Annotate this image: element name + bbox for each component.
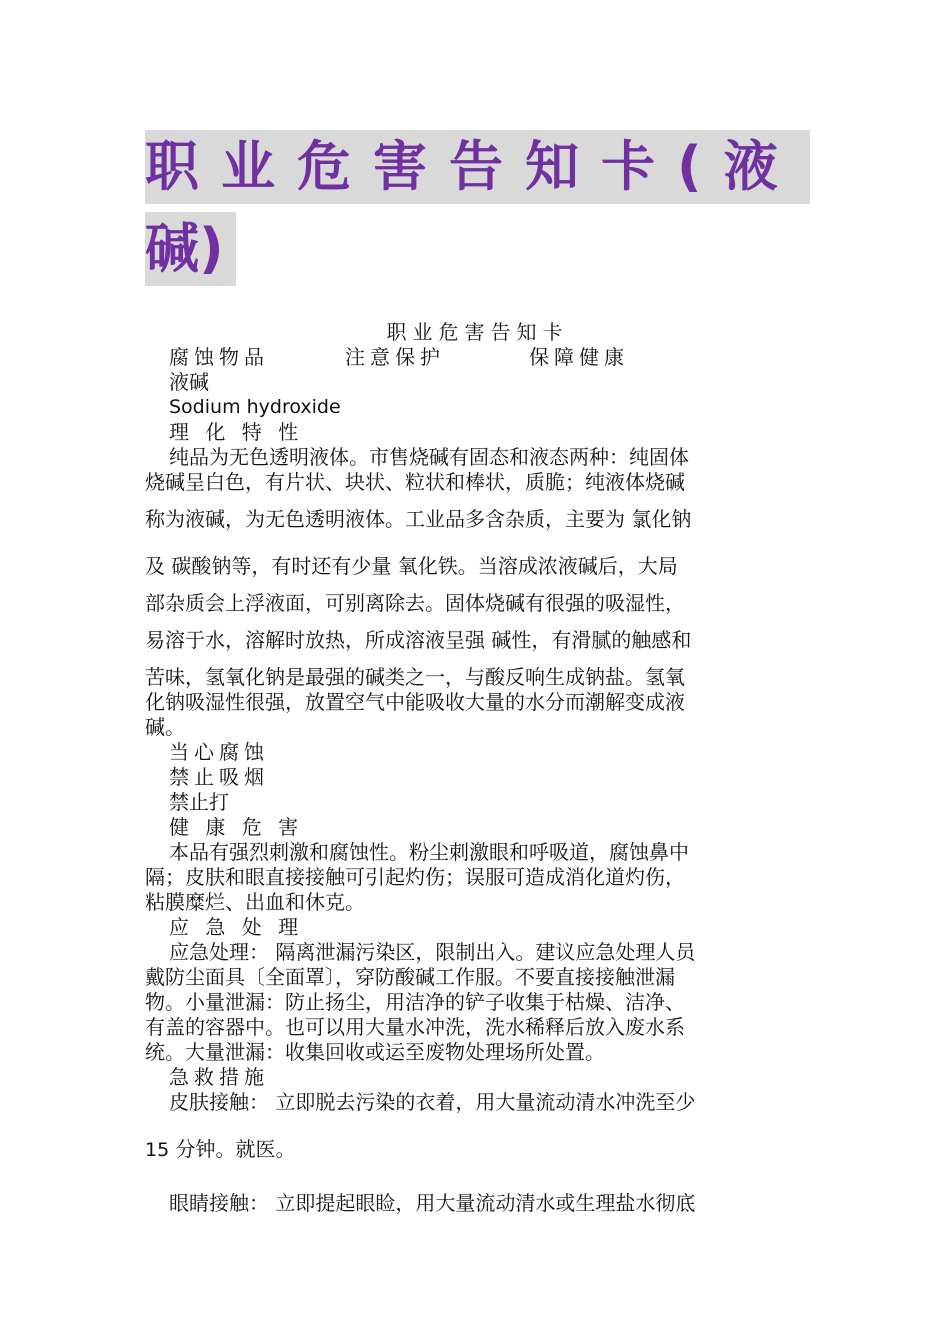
card-body [145,320,810,1216]
props-line: 易溶于水，溶解时放热，所成溶液呈强 碱性，有滑腻的触感和 [145,628,692,652]
emergency-line: 戴防尘面具〔全面罩〕，穿防酸碱工作服。不要直接接触泄漏 [145,965,675,989]
emergency-line: 物。小量泄漏：防止扬尘，用洁净的铲子收集于枯燥、洁净、 [145,990,685,1014]
column-health: 保障健康 [529,345,629,369]
card-columns [145,345,810,370]
section-heading-emergency: 应 急 处 理 [169,915,304,939]
health-line: 隔；皮肤和眼直接接触可引起灼伤；误服可造成消化道灼伤， [145,865,685,889]
section-heading-props: 理 化 特 性 [169,420,304,444]
warning-no-fire: 禁止打 [169,790,229,814]
props-line: 苦味，氢氧化钠是最强的碱类之一，与酸反响生成钠盐。氢氧 [145,665,685,689]
props-line: 称为液碱，为无色透明液体。工业品多含杂质，主要为 氯化钠 [145,507,692,531]
health-paragraph [145,840,810,915]
card-heading: 职业危害告知卡 [386,320,569,344]
document-title [145,130,810,286]
props-paragraph [145,445,810,740]
emergency-line: 应急处理： 隔离泄漏污染区，限制出入。建议应急处理人员 [169,940,696,964]
props-line: 烧碱呈白色，有片状、块状、粒状和棒状，质脆；纯液体烧碱 [145,470,685,494]
section-heading-health: 健 康 危 害 [169,815,304,839]
title-line-2: 碱) [145,212,236,286]
props-line: 部杂质会上浮液面，可别离除去。固体烧碱有很强的吸湿性， [145,591,685,615]
props-line: 纯品为无色透明液体。市售烧碱有固态和液态两种：纯固体 [169,445,689,469]
props-line: 碱。 [145,715,185,739]
props-line: 化钠吸湿性很强，放置空气中能吸收大量的水分而潮解变成液 [145,690,685,714]
skin-contact-line-2 [145,1137,810,1163]
warning-no-smoking: 禁止吸烟 [169,765,269,789]
column-protect: 注意保护 [345,345,445,369]
health-line: 粘膜糜烂、出血和休克。 [145,890,365,914]
firstaid-paragraph [145,1090,810,1216]
skin-minutes-text: 分钟。就医。 [175,1137,296,1161]
warning-corrosion: 当心腐蚀 [169,740,269,764]
emergency-line: 有盖的容器中。也可以用大量水冲洗，洗水稀释后放入废水系 [145,1015,685,1039]
emergency-line: 统。大量泄漏：收集回收或运至废物处理场所处置。 [145,1040,605,1064]
health-line: 本品有强烈刺激和腐蚀性。粉尘刺激眼和呼吸道，腐蚀鼻中 [169,840,689,864]
skin-contact-line: 皮肤接触： 立即脱去污染的衣着，用大量流动清水冲洗至少 [169,1090,696,1114]
eye-contact-line: 眼睛接触： 立即提起眼睑，用大量流动清水或生理盐水彻底 [169,1191,696,1215]
props-line: 及 碳酸钠等，有时还有少量 氧化铁。当溶成浓液碱后，大局 [145,554,678,578]
title-line-1: 职业危害告知卡(液 [145,130,810,204]
column-corrosive: 腐蚀物品 [169,345,269,369]
section-heading-firstaid: 急救措施 [169,1065,269,1089]
skin-minutes-number: 15 [145,1139,170,1161]
substance-name-en: Sodium hydroxide [169,396,341,418]
emergency-paragraph [145,940,810,1065]
substance-name-cn: 液碱 [169,370,209,394]
